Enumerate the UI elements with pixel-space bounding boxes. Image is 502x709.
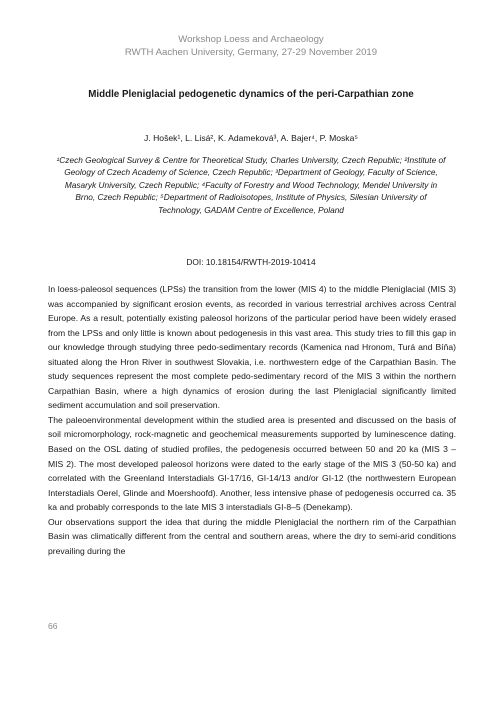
- workshop-header: [0, 34, 502, 59]
- affiliations: ¹Czech Geological Survey & Centre for Theoretical Study, Charles University, Czech Republic; ²Institute of Geology of Czech Academy of Science, Czech Republic; ³Department of Geology, Faculty of Science, Masaryk University, Czech Republic; ⁴Faculty of Forestry and Wood Technology, Mendel University in Brno, Czech Republic; ⁵Department of Radioisotopes, Institute of Physics, Silesian University of Technology, GADAM Centre of Excellence, Poland: [56, 155, 446, 215]
- paragraph-3: Our observations support the idea that during the middle Pleniglacial the northern rim of the Carpathian Basin was climatically different from the central and southern areas, where the dry to semi-arid conditions prevailing during the: [48, 516, 456, 556]
- abstract-body: [48, 282, 456, 558]
- paragraph-1: In loess-paleosol sequences (LPSs) the transition from the lower (MIS 4) to the middle Pleniglacial (MIS 3) was accompanied by significant erosion events, as recorded in various terrestrial archives across Central Europe. As a result, potentially existing paleosol horizons of the particular period have been widely erased from the LPSs and only little is known about pedogenesis in this vast area. This study tries to fill this gap in our knowledge through studying three pedo-sedimentary records (Kamenica nad Hronom, Turá and Bíňa) situated along the Hron River in southwest Slovakia, i.e. northwestern edge of the Carpathian Basin. The study sequences represent the most complete pedo-sedimentary record of the MIS 3 within the northern Carpathian Basin, where a high dynamics of erosion during the last Pleniglacial significantly limited sediment accumulation and soil preservation.: [48, 284, 456, 411]
- doi: DOI: 10.18154/RWTH-2019-10414: [186, 257, 316, 267]
- paragraph-2: The paleoenvironmental development within the studied area is presented and discussed on the basis of soil micromorphology, rock-magnetic and geochemical measurements supported by luminescence dating. Based on the OSL dating of studied profiles, the pedogenesis occurred between 50 and 20 ka (MIS 3 – MIS 2). The most developed paleosol horizons were dated to the early stage of the MIS 3 (50-50 ka) and correlated with the Greenland Interstadials GI-17/16, GI-14/13 and/or GI-12 (the northwestern European Interstadials Oerel, Glinde and Moershoofd). Another, less intensive phase of pedogenesis occurred ca. 35 ka and probably corresponds to the late MIS 3 interstadials GI-8–5 (Denekamp).: [48, 414, 456, 513]
- page-number: 66: [48, 621, 58, 631]
- header-line-2: RWTH Aachen University, Germany, 27-29 November 2019: [124, 46, 378, 58]
- author-list: J. Hošek¹, L. Lisá², K. Adameková³, A. Bajer⁴, P. Moska⁵: [144, 133, 358, 143]
- paper-title: Middle Pleniglacial pedogenetic dynamics of the peri-Carpathian zone: [88, 89, 414, 100]
- header-line-1: Workshop Loess and Archaeology: [178, 34, 324, 45]
